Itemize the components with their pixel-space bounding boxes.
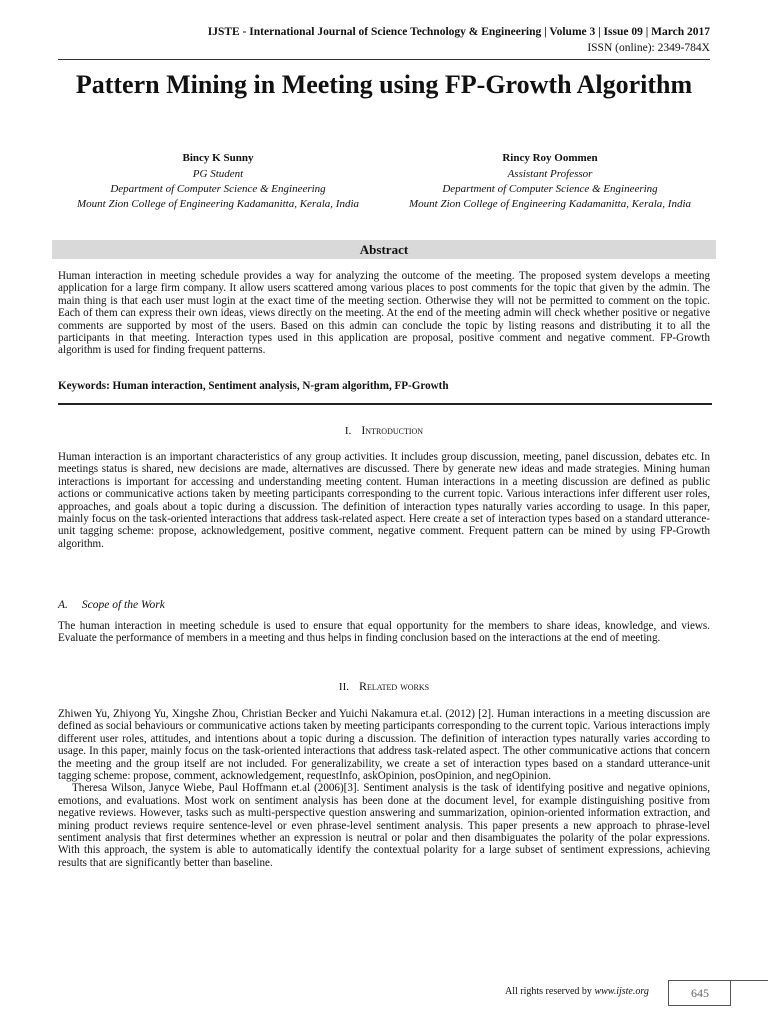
author-college: Mount Zion College of Engineering Kadamanitta, Kerala, India [76,198,359,210]
author-name: Rincy Roy Oommen [502,152,598,164]
keywords: Keywords: Human interaction, Sentiment analysis, N-gram algorithm, FP-Growth [58,380,449,392]
section-title: Related works [358,679,430,693]
abstract-heading: Abstract [52,240,716,259]
author-block [390,151,710,212]
footer-rights [505,986,649,997]
author-role: PG Student [192,168,244,180]
paragraph: Theresa Wilson, Janyce Wiebe, Paul Hoffmann et.al (2006)[3]. Sentiment analysis is the task of identifying positive and negative opinions, emotions, and evaluations. Most work on sentiment analysis has been done at the document level, for example distinguishing positive from negative reviews. However, tasks such as multi-perspective question answering and summarization, opinion-oriented information extraction, and mining product reviews require sentence-level or even phrase-level sentiment analysis. This paper presents a new approach to phrase-level sentiment analysis that first determines whether an expression is neutral or polar and then disambiguates the polarity of the polar expressions. With this approach, the system is able to automatically identify the contextual polarity for a large subset of sentiment expressions, achieving results that are significantly better than baseline. [58,782,710,869]
footer-rule [730,980,731,1005]
paper-title: Pattern Mining in Meeting using FP-Growth Algorithm [75,70,693,99]
journal-url[interactable]: www.ijste.org [594,986,649,997]
section-heading-introduction [58,424,710,438]
subsection-title: Scope of the Work [81,599,165,611]
author-department: Department of Computer Science & Engineering [110,183,326,195]
author-name: Bincy K Sunny [182,152,254,164]
page-number: 645 [668,980,731,1006]
scope-text: The human interaction in meeting schedule is used to ensure that equal opportunity for the members to share ideas, knowledge, and views. Evaluate the performance of members in a meeting and thus helps in finding conclusion based on the interactions at the end of meeting. [58,620,710,645]
related-works-text [58,708,710,869]
rights-text: All rights reserved by [505,986,595,997]
author-department: Department of Computer Science & Engineering [442,183,658,195]
header-divider [58,59,710,60]
section-title: Introduction [361,423,424,437]
abstract-divider [58,403,712,405]
section-number: II. [338,681,349,693]
author-role: Assistant Professor [507,168,593,180]
journal-header: IJSTE - International Journal of Science Technology & Engineering | Volume 3 | Issue 09 | March 2017 [207,26,710,38]
author-block [58,151,378,212]
footer-rule [730,980,768,981]
author-college: Mount Zion College of Engineering Kadamanitta, Kerala, India [408,198,691,210]
section-number: I. [344,425,352,437]
issn-line: ISSN (online): 2349-784X [587,42,710,54]
subsection-heading-scope [58,598,165,612]
paragraph: Zhiwen Yu, Zhiyong Yu, Xingshe Zhou, Christian Becker and Yuichi Nakamura et.al. (2012) [2]. Human interactions in a meeting discussion are defined as social behaviours or communicative actions taken by meeting participants corresponding to the current topic. Various interactions imply different user roles, attitudes, and intentions about a topic during a discussion. The definition of interaction types naturally varies according to usage. In this paper, mainly focus on the task-oriented interactions that address task-related aspect. The other communicative actions that concern the meeting and the group itself are not included. For generalizability, we create a set of interaction types based on a standard utterance-unit tagging scheme: propose, comment, acknowledgement, requestInfo, askOpinion, posOpinion, and negOpinion. [58,708,710,783]
section-heading-related-works [58,680,710,694]
abstract-text: Human interaction in meeting schedule provides a way for analyzing the outcome of the meeting. The proposed system develops a meeting application for a large firm company. It allow users scattered among various places to post comments for the topic that given by the admin. The main thing is that each user must login at the exact time of the meeting section. Otherwise they will not be permitted to comment on the topic. Each of them can express their own ideas, views directly on the meeting. At the end of the meeting admin will check whether positive or negative comments are supported by most of the users. Based on this admin can conclude the topic by listing reasons and distributing it to all the participants in that meeting. Interaction types used in this application are proposal, positive comment and negative comment. FP-Growth algorithm is used for finding frequent patterns. [58,270,710,357]
introduction-text: Human interaction is an important characteristics of any group activities. It includes group discussion, meeting, panel discussion, debates etc. In meetings status is shared, new decisions are made, alternatives are discussed. There by generate new ideas and made strategies. Mining human interactions is important for accessing and understanding meeting content. Human interactions in a meeting discussion are defined as public actions or communicative actions taken by meeting participants corresponding to the current topic. Various interactions infer different user roles, approaches, and goals about a topic during a discussion. The definition of interaction types naturally varies according to usage. In this paper, mainly focus on the task-oriented interactions that address task-related aspect. Here create a set of interaction types based on a standard utterance-unit tagging scheme: propose, acknowledgement, positive comment, negative comment. Frequent pattern can be mined by using FP-Growth algorithm. [58,451,710,550]
subsection-letter: A. [58,599,68,611]
